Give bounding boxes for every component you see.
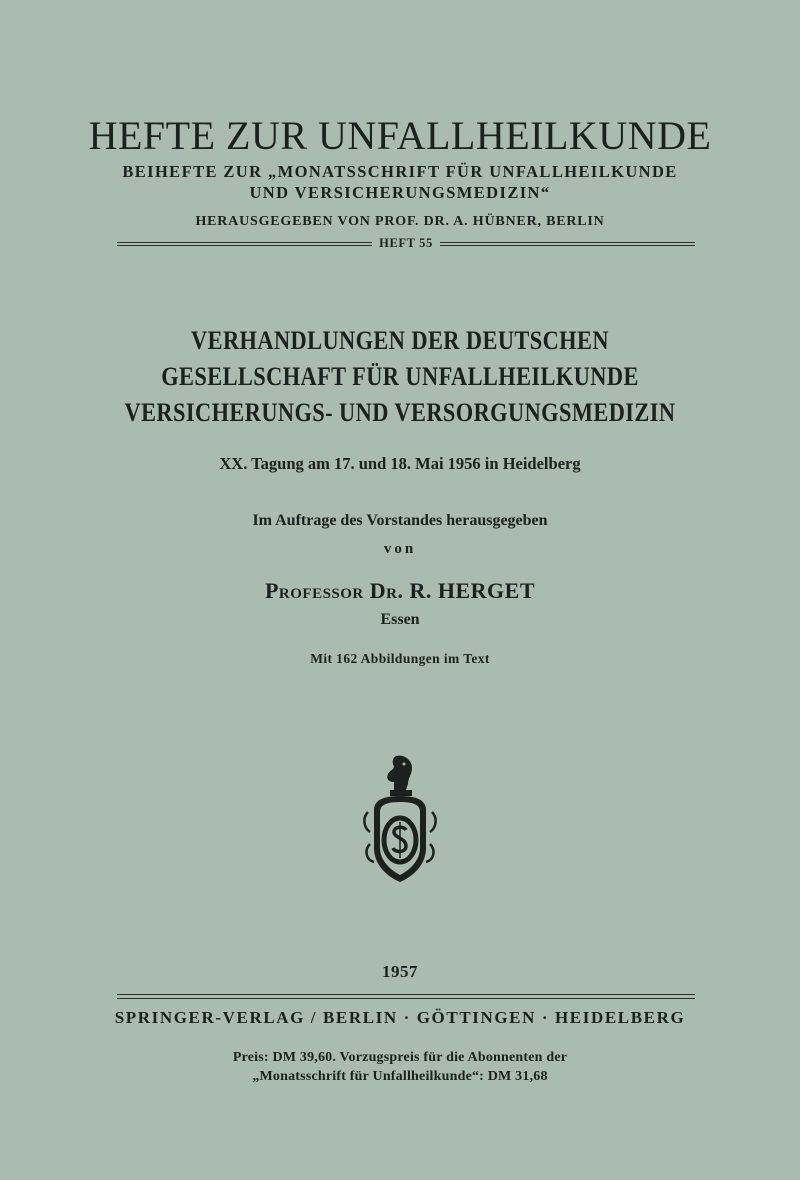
author-name: R. HERGET xyxy=(409,578,536,603)
springer-knight-emblem-icon xyxy=(360,752,440,886)
series-subtitle-line2: UND VERSICHERUNGSMEDIZIN“ xyxy=(249,183,551,202)
series-title: HEFTE ZUR UNFALLHEILKUNDE xyxy=(88,113,712,158)
price-line1: Preis: DM 39,60. Vorzugspreis für die Abonnenten der xyxy=(232,1050,568,1065)
divider-left xyxy=(117,242,372,246)
meeting-info: XX. Tagung am 17. und 18. Mai 1956 in Heidelberg xyxy=(219,454,581,473)
publisher-divider xyxy=(117,994,695,999)
issue-number: HEFT 55 xyxy=(379,236,433,250)
illustrations-note: Mit 162 Abbildungen im Text xyxy=(310,651,490,666)
issue-rule xyxy=(117,237,695,251)
book-title-line3: VERSICHERUNGS- UND VERSORGUNGSMEDIZIN xyxy=(124,398,676,427)
divider-right xyxy=(440,242,695,246)
price-line2: „Monatsschrift für Unfallheilkunde“: DM 31,68 xyxy=(252,1069,548,1084)
book-title-line1: VERHANDLUNGEN DER DEUTSCHEN xyxy=(191,326,609,355)
book-title-line2: GESELLSCHAFT FÜR UNFALLHEILKUNDE xyxy=(161,362,639,391)
author xyxy=(0,578,800,604)
series-subtitle-line1: BEIHEFTE ZUR „MONATSSCHRIFT FÜR UNFALLHEILKUNDE xyxy=(122,162,678,181)
commission-note: Im Auftrage des Vorstandes herausgegeben xyxy=(252,512,548,529)
author-prefix: Professor Dr. xyxy=(264,578,404,603)
author-city: Essen xyxy=(380,611,420,628)
by-word: von xyxy=(383,541,417,557)
publication-year: 1957 xyxy=(382,962,418,981)
publisher: SPRINGER-VERLAG / BERLIN · GÖTTINGEN · HEIDELBERG xyxy=(114,1008,686,1027)
series-editor: HERAUSGEGEBEN VON PROF. DR. A. HÜBNER, BERLIN xyxy=(195,214,605,229)
